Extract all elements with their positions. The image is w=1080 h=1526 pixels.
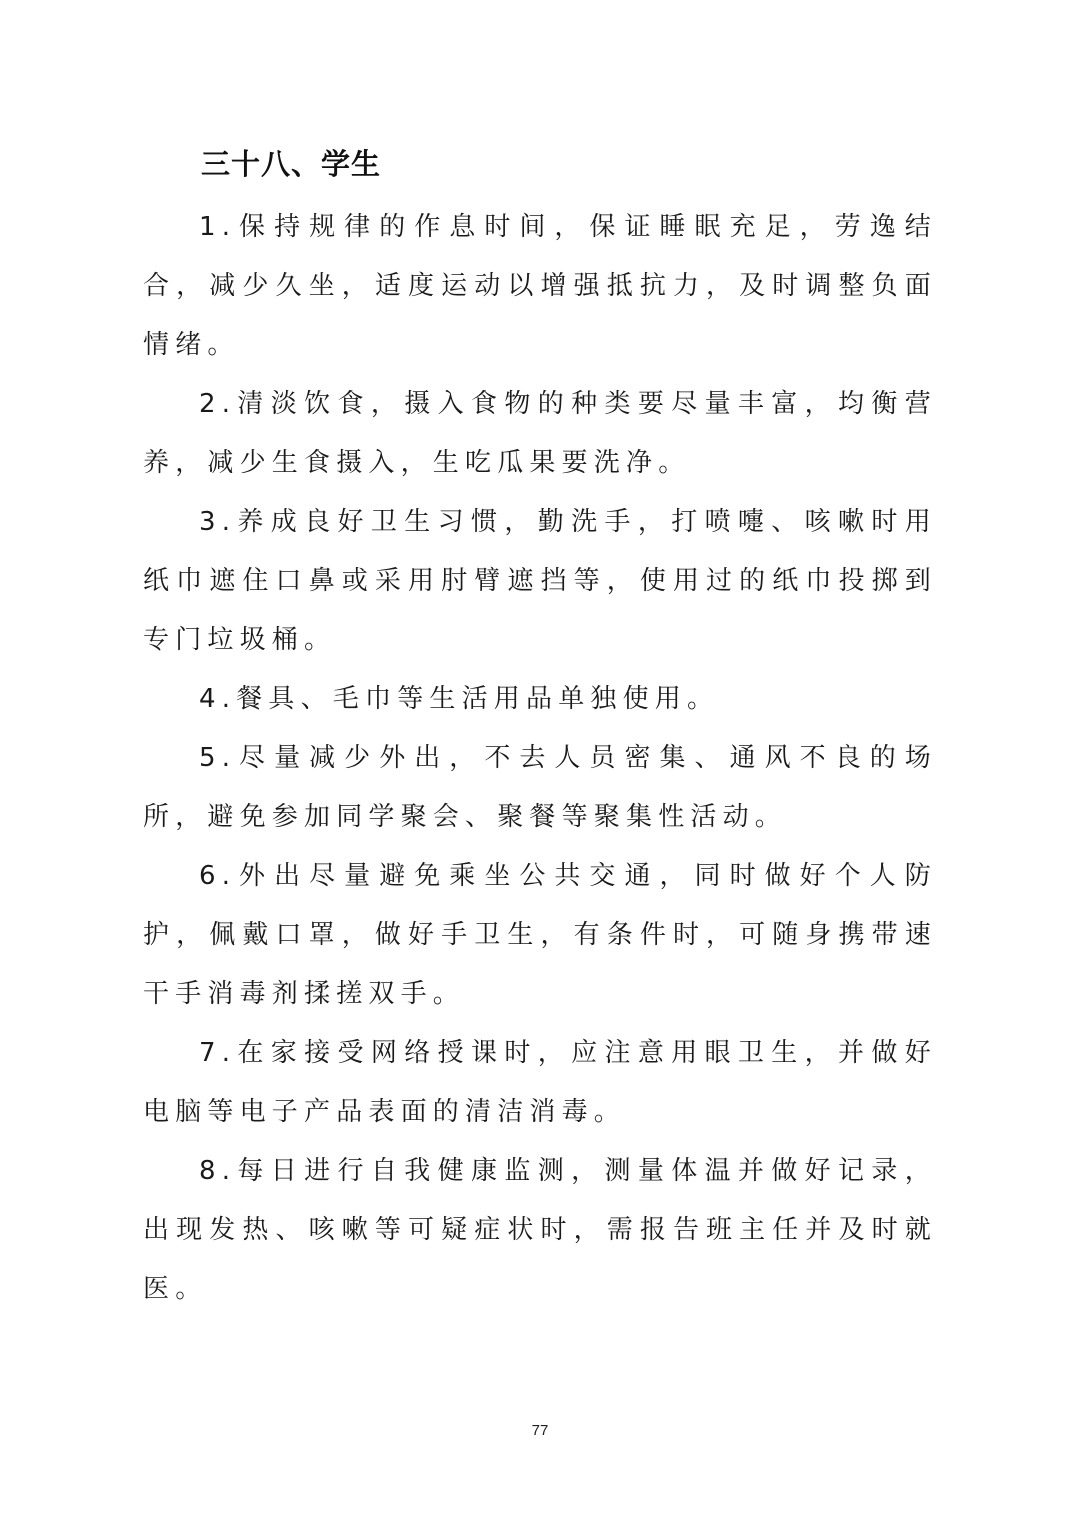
paragraph-5: 5.尽量减少外出，不去人员密集、通风不良的场所，避免参加同学聚会、聚餐等聚集性活动。 — [143, 743, 937, 832]
page-number: 77 — [531, 1422, 549, 1439]
document-body — [143, 138, 937, 1319]
paragraph-7: 7.在家接受网络授课时，应注意用眼卫生，并做好电脑等电子产品表面的清洁消毒。 — [143, 1038, 937, 1127]
paragraph-4: 4.餐具、毛巾等生活用品单独使用。 — [199, 684, 720, 714]
paragraph-8: 8.每日进行自我健康监测，测量体温并做好记录，出现发热、咳嗽等可疑症状时，需报告班主任并及时就医。 — [143, 1156, 937, 1304]
paragraph-3: 3.养成良好卫生习惯，勤洗手，打喷嚏、咳嗽时用纸巾遮住口鼻或采用肘臂遮挡等，使用过的纸巾投掷到专门垃圾桶。 — [143, 507, 937, 655]
section-heading: 三十八、学生 — [201, 147, 382, 181]
paragraph-1: 1.保持规律的作息时间，保证睡眠充足，劳逸结合，减少久坐，适度运动以增强抵抗力，及时调整负面情绪。 — [143, 212, 937, 360]
paragraph-2: 2.清淡饮食，摄入食物的种类要尽量丰富，均衡营养，减少生食摄入，生吃瓜果要洗净。 — [143, 389, 937, 478]
paragraph-6: 6.外出尽量避免乘坐公共交通，同时做好个人防护，佩戴口罩，做好手卫生，有条件时，可随身携带速干手消毒剂揉搓双手。 — [143, 861, 937, 1009]
